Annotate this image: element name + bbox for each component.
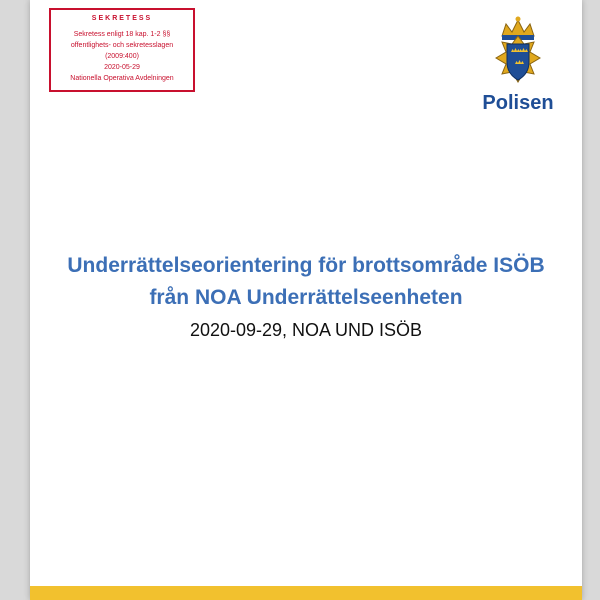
confidentiality-stamp (49, 8, 195, 92)
stamp-line-2: offentlighets- och sekretesslagen (70, 42, 174, 49)
stamp-line-1: Sekretess enligt 18 kap. 1-2 §§ (73, 31, 171, 38)
polisen-logo (480, 14, 556, 114)
stamp-unit: Nationella Operativa Avdelningen (70, 75, 174, 82)
stamp-line-3: (2009:400) (105, 53, 139, 60)
document-subtitle: 2020-09-29, NOA UND ISÖB (189, 320, 423, 340)
document-title-line-2: från NOA Underrättelseenheten (149, 286, 463, 309)
document-page (30, 0, 582, 600)
stamp-title: SEKRETESS (91, 15, 153, 22)
stamp-date: 2020-05-29 (104, 64, 140, 71)
police-emblem-icon (480, 14, 556, 94)
document-title-line-1: Underrättelseorientering för brottsområde ISÖB (67, 254, 545, 277)
polisen-logo-text: Polisen (482, 92, 554, 114)
bottom-yellow-band (30, 586, 582, 600)
